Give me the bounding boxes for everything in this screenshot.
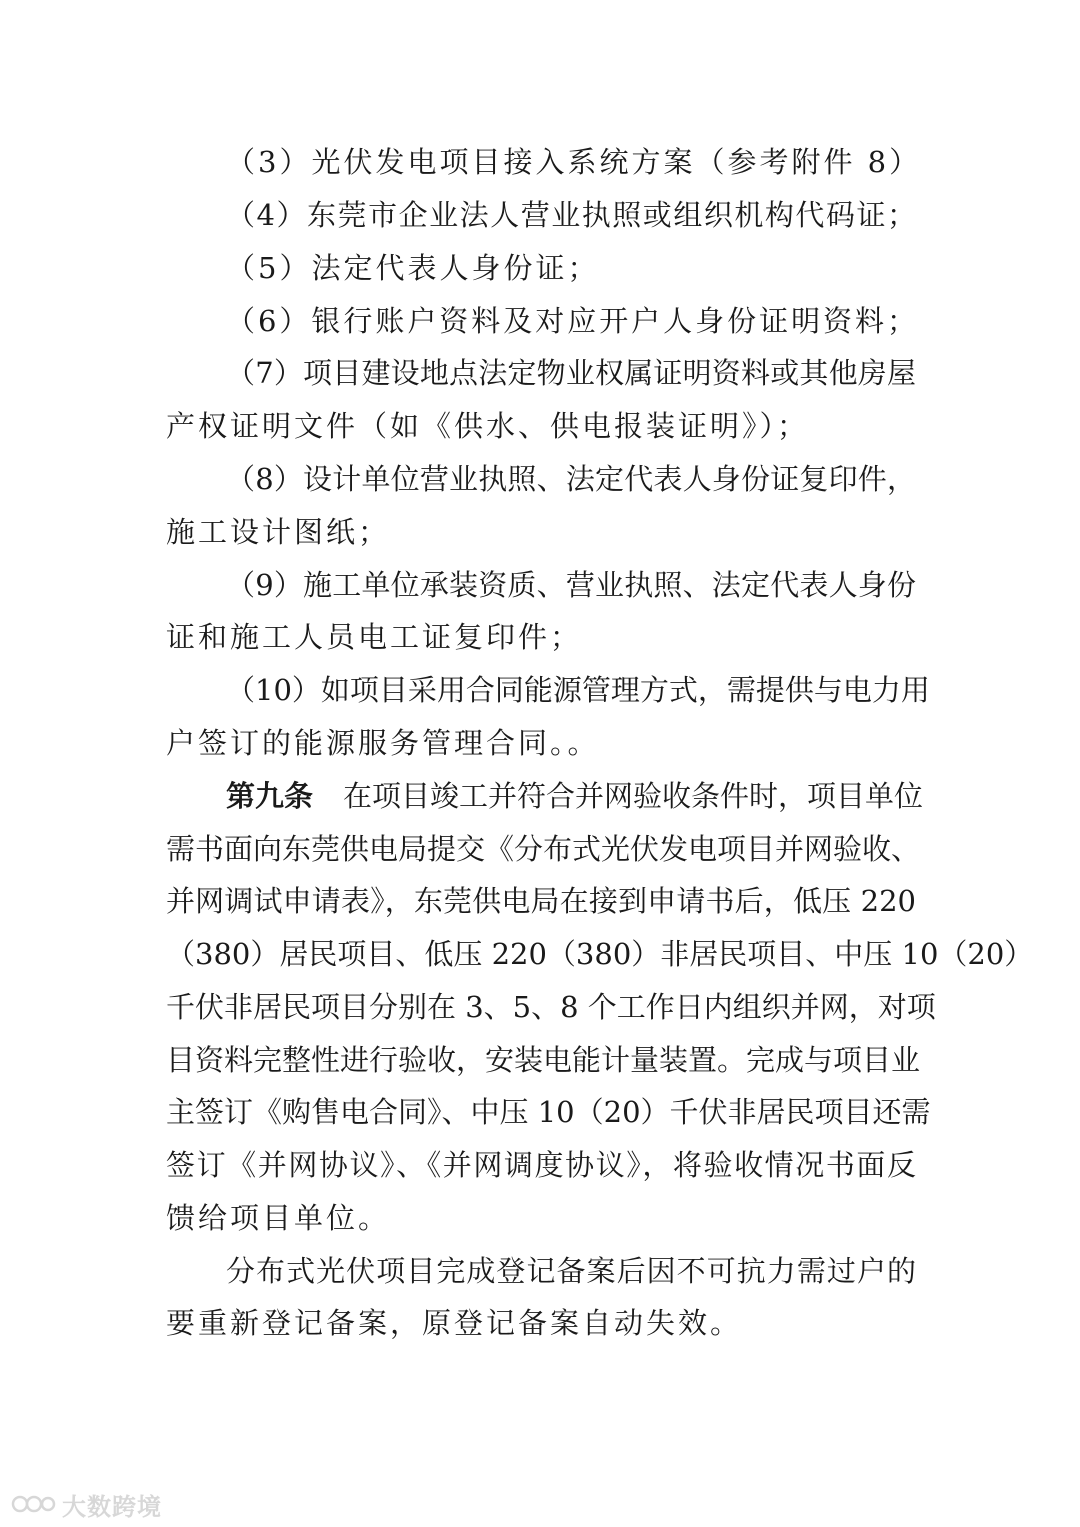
- list-item-9-line-2: 证和施工人员电工证复印件；: [166, 620, 583, 654]
- watermark-text: 大数跨境: [62, 1492, 162, 1521]
- list-item-10-line-2: 户签订的能源服务管理合同。。: [166, 726, 600, 760]
- article-9-line-1: [226, 776, 924, 816]
- list-item-10-line-1: （10）如项目采用合同能源管理方式，需提供与电力用: [226, 673, 930, 707]
- list-item-5-line-1: （5）法定代表人身份证；: [226, 251, 600, 285]
- article-9-line-6: 目资料完整性进行验收，安装电能计量装置。完成与项目业: [166, 1043, 921, 1077]
- article-9-line-4: （380）居民项目、低压 220（380）非居民项目、中压 10（20）: [166, 937, 1034, 971]
- article-9-line-8: 签订《并网协议》、《并网调度协议》，将验收情况书面反: [166, 1148, 916, 1182]
- article-9-line-9: 馈给项目单位。: [166, 1201, 391, 1235]
- watermark-logo-icon: [10, 1491, 56, 1517]
- list-item-8-line-2: 施工设计图纸；: [166, 515, 391, 549]
- list-item-6-line-1: （6）银行账户资料及对应开户人身份证明资料；: [226, 304, 916, 338]
- watermark: [10, 1487, 162, 1521]
- closing-line-2: 要重新登记备案，原登记备案自动失效。: [166, 1306, 743, 1340]
- article-9-line-3: 并网调试申请表》，东莞供电局在接到申请书后，低压 220: [166, 884, 916, 918]
- list-item-4-line-1: （4）东莞市企业法人营业执照或组织机构代码证；: [226, 198, 916, 232]
- article-9-line-7: 主签订《购售电合同》、中压 10（20）千伏非居民项目还需: [166, 1095, 931, 1129]
- article-9-line-5: 千伏非居民项目分别在 3、5、8 个工作日内组织并网，对项: [166, 990, 936, 1024]
- list-item-3-line-1: （3）光伏发电项目接入系统方案（参考附件 8）: [226, 145, 922, 179]
- list-item-9-line-1: （9）施工单位承装资质、营业执照、法定代表人身份: [226, 568, 916, 602]
- closing-line-1: 分布式光伏项目完成登记备案后因不可抗力需过户的: [226, 1254, 916, 1288]
- article-line-text: 在项目竣工并符合并网验收条件时，项目单位: [343, 779, 924, 813]
- list-item-7-line-1: （7）项目建设地点法定物业权属证明资料或其他房屋: [226, 356, 916, 390]
- article-9-line-2: 需书面向东莞供电局提交《分布式光伏发电项目并网验收、: [166, 832, 921, 866]
- list-item-8-line-1: （8）设计单位营业执照、法定代表人身份证复印件，: [226, 462, 916, 496]
- list-item-7-line-2: 产权证明文件（如《供水、供电报装证明》）；: [166, 409, 810, 443]
- article-heading: 第九条: [226, 779, 314, 813]
